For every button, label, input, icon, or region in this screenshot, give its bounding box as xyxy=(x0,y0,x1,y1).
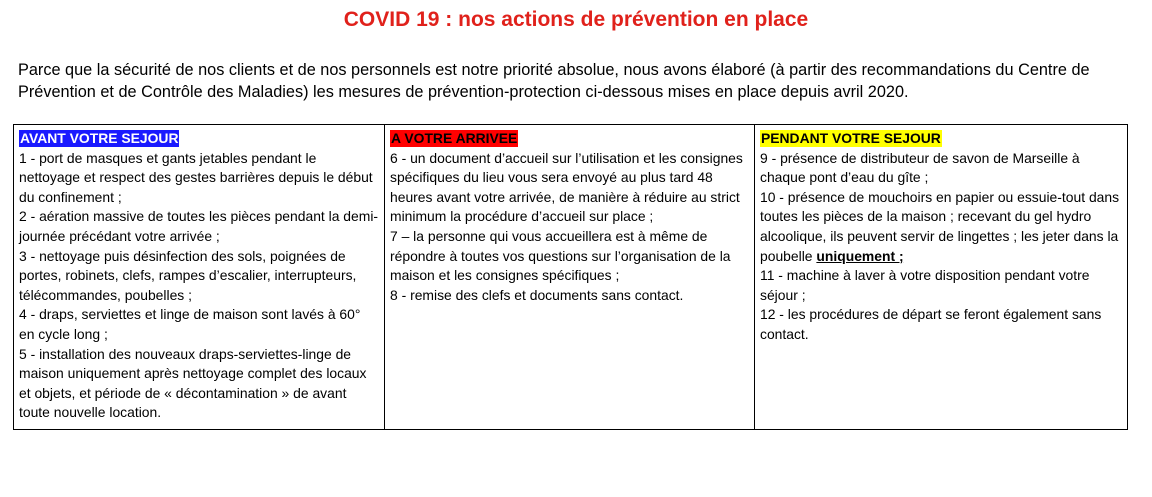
page-title: COVID 19 : nos actions de prévention en place xyxy=(343,8,809,31)
measure-item-11: 11 - machine à laver à votre disposition pendant votre séjour ; xyxy=(760,267,1090,303)
measure-item-3: 3 - nettoyage puis désinfection des sols, poignées de portes, robinets, clefs, rampes d’escalier, interrupteurs, télécommandes, poubelles ; xyxy=(19,247,357,303)
intro-line-1: Parce que la sécurité de nos clients et de nos personnels est notre priorité absolue, nous avons élaboré (à partir des recommandations du Centre de xyxy=(18,61,1090,79)
measure-item-2: 2 - aération massive de toutes les pièces pendant la demi-journée précédant votre arrivée ; xyxy=(19,208,379,244)
intro-line-2: Prévention et de Contrôle des Maladies) les mesures de prévention-protection ci-dessous mises en place depuis avril 2020. xyxy=(18,83,909,101)
measure-item-6: 6 - un document d’accueil sur l’utilisation et les consignes spécifiques du lieu vous sera envoyé au plus tard 48 heures avant votre arrivée, de manière à réduire au strict minimum la procédure d’accueil sur place ; xyxy=(390,149,743,225)
heading-avant-sejour: AVANT VOTRE SEJOUR xyxy=(20,130,179,146)
measure-item-10 xyxy=(760,188,1122,266)
measure-item-7: 7 – la personne qui vous accueillera est à même de répondre à toutes vos questions sur l’organisation de la maison et les consignes spécifiques ; xyxy=(390,227,731,284)
measure-item-1: 1 - port de masques et gants jetables pendant le nettoyage et respect des gestes barrières depuis le début du confinement ; xyxy=(19,149,373,205)
measure-item-8: 8 - remise des clefs et documents sans contact. xyxy=(390,286,684,303)
column-arrivee xyxy=(385,125,755,430)
measures-table xyxy=(13,124,1128,430)
heading-arrivee: A VOTRE ARRIVEE xyxy=(391,130,518,146)
column-pendant-sejour xyxy=(755,125,1128,430)
measure-item-12: 12 - les procédures de départ se feront également sans contact. xyxy=(760,306,1102,342)
column-avant-sejour xyxy=(14,125,385,430)
measure-item-9: 9 - présence de distributeur de savon de Marseille à chaque pont d’eau du gîte ; xyxy=(760,149,1080,186)
intro-paragraph xyxy=(18,59,1138,103)
heading-pendant-sejour: PENDANT VOTRE SEJOUR xyxy=(761,130,941,146)
measure-item-5: 5 - installation des nouveaux draps-serviettes-linge de maison uniquement après nettoyage complet des locaux et objets, et période de « décontamination » de avant toute nouvelle location. xyxy=(19,345,367,421)
measure-item-10-emphasis: uniquement ; xyxy=(816,247,904,264)
measures-row xyxy=(14,125,1128,430)
measure-item-10-text: 10 - présence de mouchoirs en papier ou essuie-tout dans toutes les pièces de la maison ; recevant du gel hydro alcoolique, ils peuvent servir de lingettes ; les jeter dans la poubelle xyxy=(760,188,1120,264)
measure-item-4: 4 - draps, serviettes et linge de maison sont lavés à 60° en cycle long ; xyxy=(19,306,361,342)
